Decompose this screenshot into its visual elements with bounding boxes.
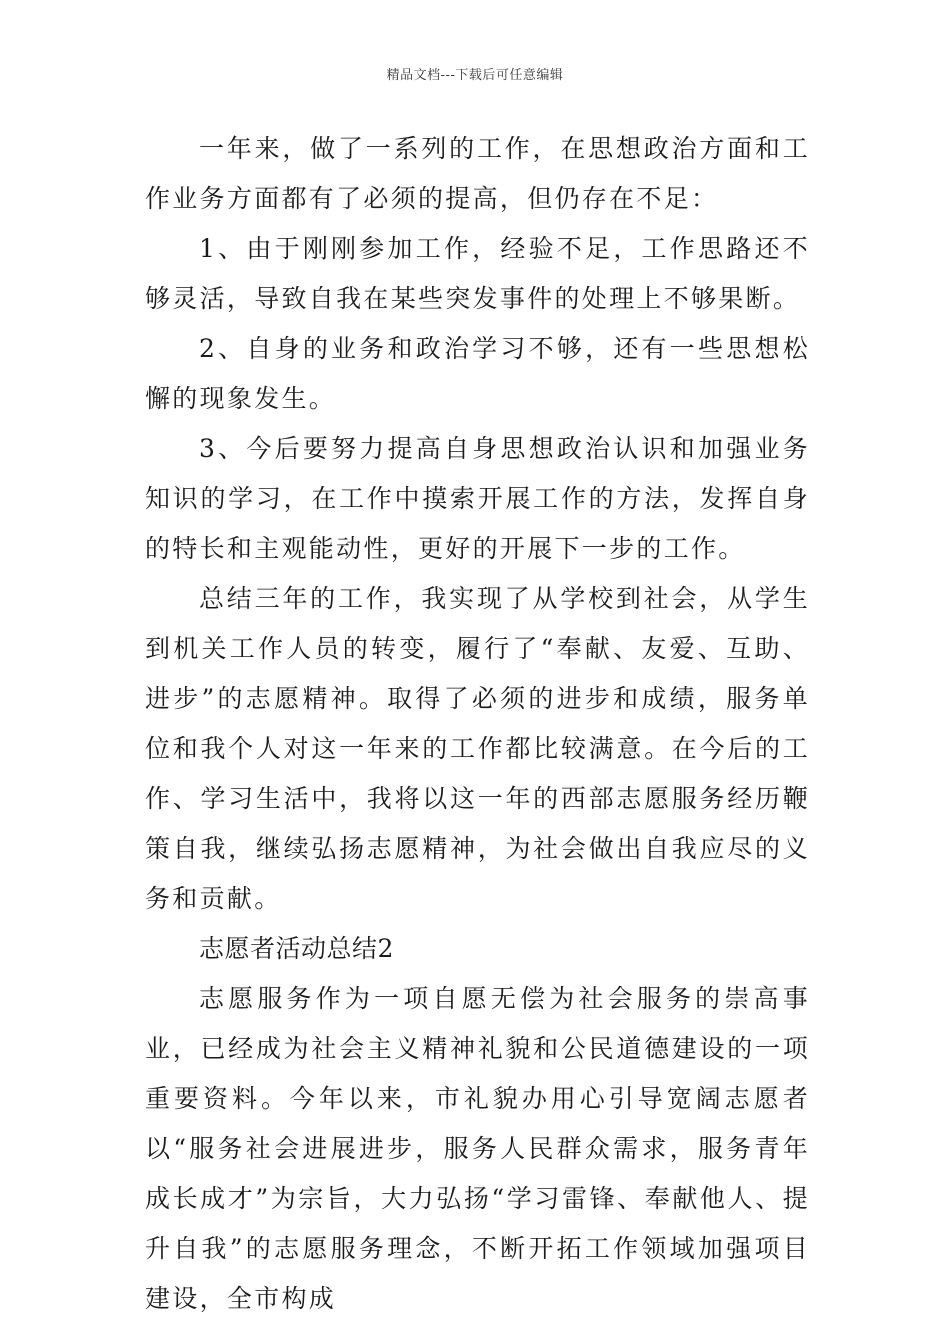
paragraph-point-1: 1、由于刚刚参加工作，经验不足，工作思路还不够灵活，导致自我在某些突发事件的处理上不够果断。: [145, 234, 810, 313]
paragraph-point-2: 2、自身的业务和政治学习不够，还有一些思想松懈的现象发生。: [145, 334, 810, 413]
paragraph-section-2-intro: 志愿服务作为一项自愿无偿为社会服务的崇高事业，已经成为社会主义精神礼貌和公民道德建设的一项重要资料。今年以来，市礼貌办用心引导宽阔志愿者以“服务社会进展进步，服务人民群众需求，服务青年成长成才”为宗旨，大力弘扬“学习雷锋、奉献他人、提升自我”的志愿服务理念，不断开拓工作领域加强项目建设，全市构成: [145, 984, 810, 1313]
paragraph-summary-intro: 一年来，做了一系列的工作，在思想政治方面和工作业务方面都有了必须的提高，但仍存在不足：: [145, 134, 810, 213]
section-heading: 志愿者活动总结2: [199, 934, 394, 963]
paragraph-conclusion: 总结三年的工作，我实现了从学校到社会，从学生到机关工作人员的转变，履行了“奉献、友爱、互助、进步”的志愿精神。取得了必须的进步和成绩，服务单位和我个人对这一年来的工作都比较满意。在今后的工作、学习生活中，我将以这一年的西部志愿服务经历鞭策自我，继续弘扬志愿精神，为社会做出自我应尽的义务和贡献。: [145, 584, 810, 913]
document-body: [145, 124, 810, 1324]
paragraph-point-3: 3、今后要努力提高自身思想政治认识和加强业务知识的学习，在工作中摸索开展工作的方法，发挥自身的特长和主观能动性，更好的开展下一步的工作。: [145, 434, 810, 563]
page-header: 精品文档---下载后可任意编辑: [386, 68, 564, 83]
